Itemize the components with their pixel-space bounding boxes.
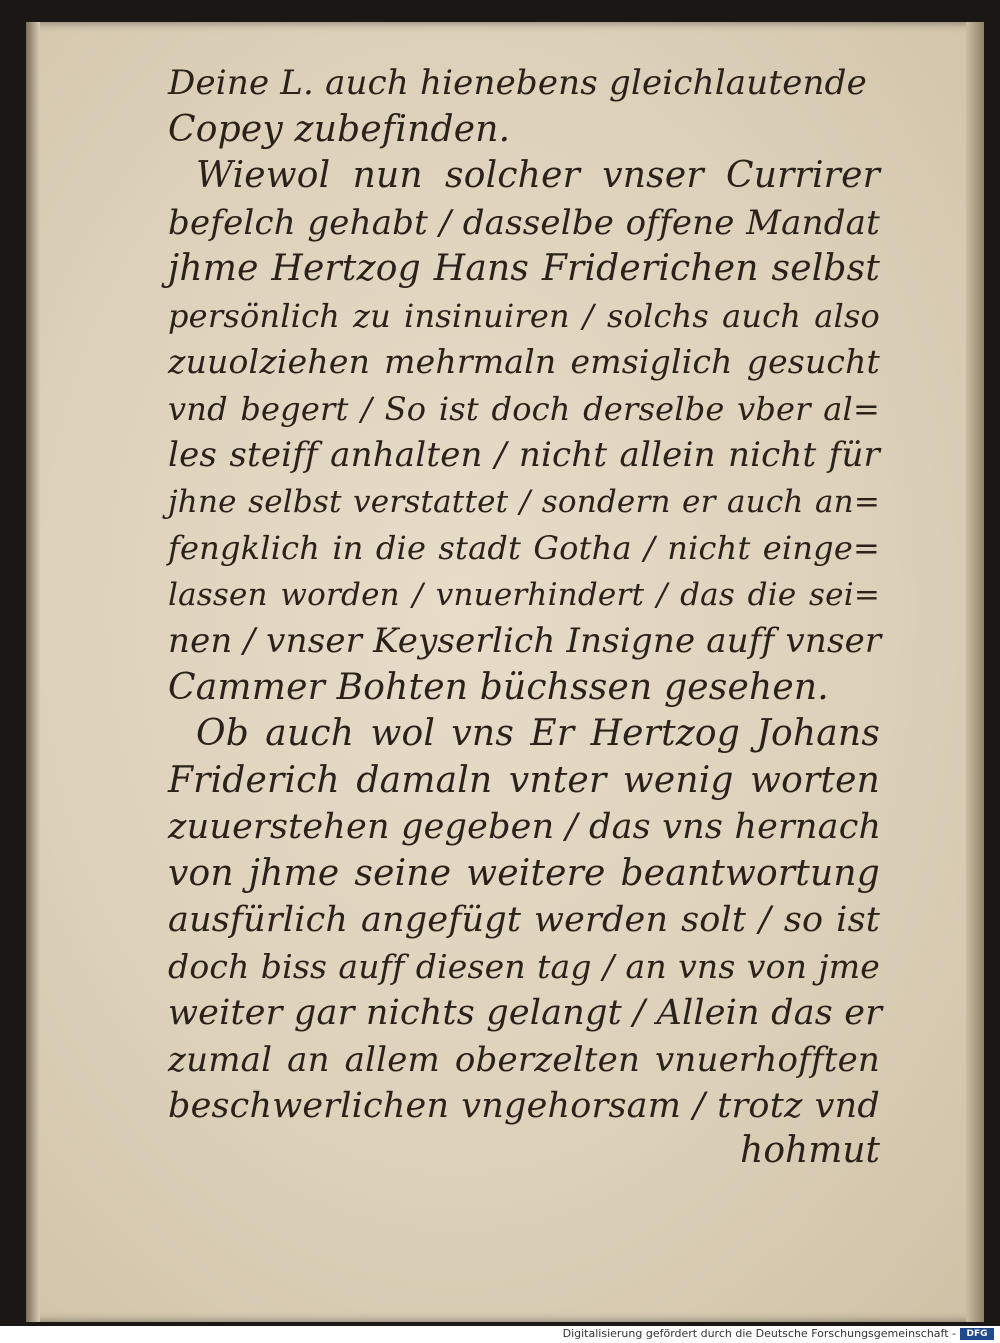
text-line: persönlich zu insinuiren / solchs auch also [168,296,880,335]
text-line: vnd begert / So ist doch derselbe vber al= [168,389,880,428]
text-line: jhme Hertzog Hans Friderichen selbst [168,248,880,289]
text-line: von jhme seine weitere beantwortung [168,852,880,894]
text-line: Wiewol nun solcher vnser Currirer [196,155,880,196]
page-edge [966,22,984,1322]
text-line: befelch gehabt / dasselbe offene Mandat [168,202,880,243]
catchword: hohmut [740,1130,880,1171]
text-line: fengklich in die stadt Gotha / nicht einge= [168,529,880,567]
text-line: weiter gar nichts gelangt / Allein das er [168,993,883,1033]
page-gutter [26,22,40,1322]
text-line: Copey zubefinden. [168,108,511,150]
text-line: Deine L. auch hienebens gleichlautende [168,63,867,103]
text-line: Ob auch wol vns Er Hertzog Johans [196,713,880,754]
text-line: zumal an allem oberzelten vnuerhofften [168,1039,880,1080]
text-line: jhne selbst verstattet / sondern er auch an= [168,483,880,520]
text-line: zuuolziehen mehrmaln emsiglich gesucht [168,342,880,381]
text-line: zuuerstehen gegeben / das vns hernach [168,807,882,847]
funding-notice: Digitalisierung gefördert durch die Deutsche Forschungsgemeinschaft - [562,1327,956,1340]
footer-bar [0,1326,1000,1343]
dfg-logo: DFG [960,1328,994,1340]
page-text [168,60,883,1130]
text-line: les steiff anhalten / nicht allein nicht für [168,435,880,475]
text-line: Friderich damaln vnter wenig worten [168,759,880,801]
text-line: nen / vnser Keyserlich Insigne auff vnser [168,621,882,661]
text-line: ausfürlich angefügt werden solt / so ist [168,900,880,940]
text-line: beschwerlichen vngehorsam / trotz vnd [168,1086,880,1126]
text-line: Cammer Bohten büchssen gesehen. [168,666,829,708]
text-line: lassen worden / vnuerhindert / das die sei= [168,576,880,613]
text-line: doch biss auff diesen tag / an vns von jme [168,946,880,986]
